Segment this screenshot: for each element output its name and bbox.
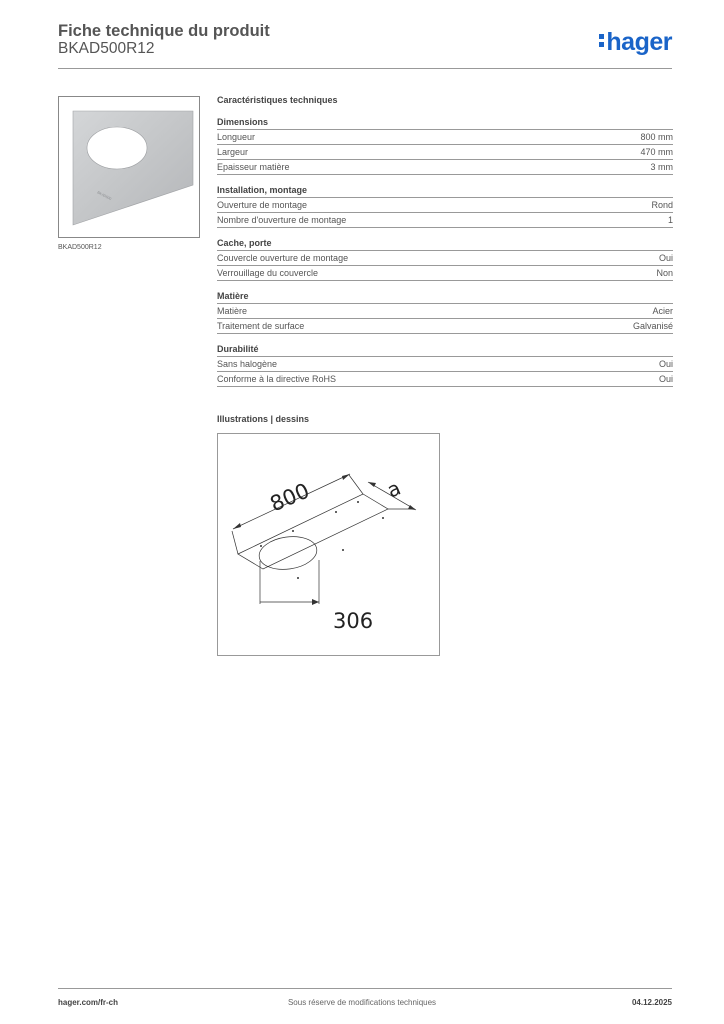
section-title: Matière bbox=[217, 291, 673, 304]
section-installation bbox=[217, 185, 673, 228]
spec-row bbox=[217, 130, 673, 145]
spec-row bbox=[217, 304, 673, 319]
spec-value: Acier bbox=[652, 306, 673, 316]
footer-divider bbox=[58, 988, 672, 989]
dimension-label-length: 800 bbox=[266, 478, 313, 517]
header-divider bbox=[58, 68, 672, 69]
dimension-label-hole: 306 bbox=[333, 609, 374, 633]
spec-row bbox=[217, 251, 673, 266]
spec-row bbox=[217, 213, 673, 228]
spec-value: Oui bbox=[658, 374, 673, 384]
section-material bbox=[217, 291, 673, 334]
section-durability bbox=[217, 344, 673, 387]
mounting-hole bbox=[297, 577, 299, 579]
spec-label: Longueur bbox=[217, 132, 256, 142]
plate-hole bbox=[87, 127, 147, 169]
plate-outline bbox=[238, 494, 388, 569]
mounting-hole bbox=[342, 549, 344, 551]
spec-label: Sans halogène bbox=[217, 359, 278, 369]
mounting-hole bbox=[357, 501, 359, 503]
section-title: Dimensions bbox=[217, 117, 673, 130]
product-image bbox=[58, 96, 200, 238]
hager-logo bbox=[599, 28, 672, 57]
section-title: Installation, montage bbox=[217, 185, 673, 198]
spec-label: Nombre d'ouverture de montage bbox=[217, 215, 347, 225]
spec-value: Galvanisé bbox=[632, 321, 673, 331]
logo-text: hager bbox=[606, 28, 672, 56]
mounting-hole bbox=[292, 530, 294, 532]
spec-value: Non bbox=[656, 268, 673, 278]
mounting-hole bbox=[260, 545, 262, 547]
spec-label: Conforme à la directive RoHS bbox=[217, 374, 337, 384]
spec-value: Oui bbox=[658, 359, 673, 369]
spec-row bbox=[217, 357, 673, 372]
extension-line bbox=[349, 475, 363, 494]
arrow-head bbox=[342, 474, 350, 480]
plate-engraving: BKAD500 bbox=[96, 190, 112, 202]
footer-website-link[interactable]: hager.com/fr-ch bbox=[58, 998, 119, 1007]
section-title: Durabilité bbox=[217, 344, 673, 357]
illustrations-heading: Illustrations | dessins bbox=[217, 414, 310, 424]
plate-photo bbox=[59, 97, 199, 237]
product-code: BKAD500R12 bbox=[58, 40, 155, 57]
spec-value: Oui bbox=[658, 253, 673, 263]
document-title: Fiche technique du produit bbox=[58, 22, 270, 40]
specs-heading: Caractéristiques techniques bbox=[217, 95, 338, 105]
mounting-hole bbox=[382, 517, 384, 519]
spec-row bbox=[217, 145, 673, 160]
arrow-head bbox=[233, 523, 241, 529]
mounting-hole bbox=[335, 511, 337, 513]
spec-row bbox=[217, 372, 673, 387]
spec-label: Matière bbox=[217, 306, 248, 316]
spec-value: Rond bbox=[651, 200, 673, 210]
arrow-head bbox=[312, 599, 319, 605]
specs-table bbox=[217, 95, 673, 397]
section-title: Cache, porte bbox=[217, 238, 673, 251]
spec-row bbox=[217, 198, 673, 213]
spec-label: Traitement de surface bbox=[217, 321, 305, 331]
section-cover bbox=[217, 238, 673, 281]
spec-value: 800 mm bbox=[640, 132, 673, 142]
spec-label: Largeur bbox=[217, 147, 249, 157]
footer-disclaimer: Sous réserve de modifications techniques bbox=[287, 998, 437, 1007]
spec-row bbox=[217, 319, 673, 334]
spec-value: 3 mm bbox=[650, 162, 673, 172]
spec-row bbox=[217, 266, 673, 281]
section-dimensions bbox=[217, 117, 673, 175]
spec-row bbox=[217, 160, 673, 175]
spec-label: Ouverture de montage bbox=[217, 200, 308, 210]
plate-shape bbox=[73, 111, 193, 225]
hole-outline bbox=[257, 533, 319, 573]
spec-label: Verrouillage du couvercle bbox=[217, 268, 319, 278]
logo-dots-icon bbox=[599, 31, 604, 49]
dimension-drawing bbox=[217, 433, 440, 656]
spec-value: 470 mm bbox=[640, 147, 673, 157]
extension-line bbox=[232, 531, 238, 554]
product-image-caption: BKAD500R12 bbox=[58, 244, 102, 251]
dimension-label-width: a bbox=[383, 475, 405, 503]
spec-value: 1 bbox=[667, 215, 673, 225]
technical-drawing bbox=[218, 434, 439, 655]
spec-label: Epaisseur matière bbox=[217, 162, 290, 172]
footer-date: 04.12.2025 bbox=[631, 998, 672, 1007]
spec-label: Couvercle ouverture de montage bbox=[217, 253, 349, 263]
